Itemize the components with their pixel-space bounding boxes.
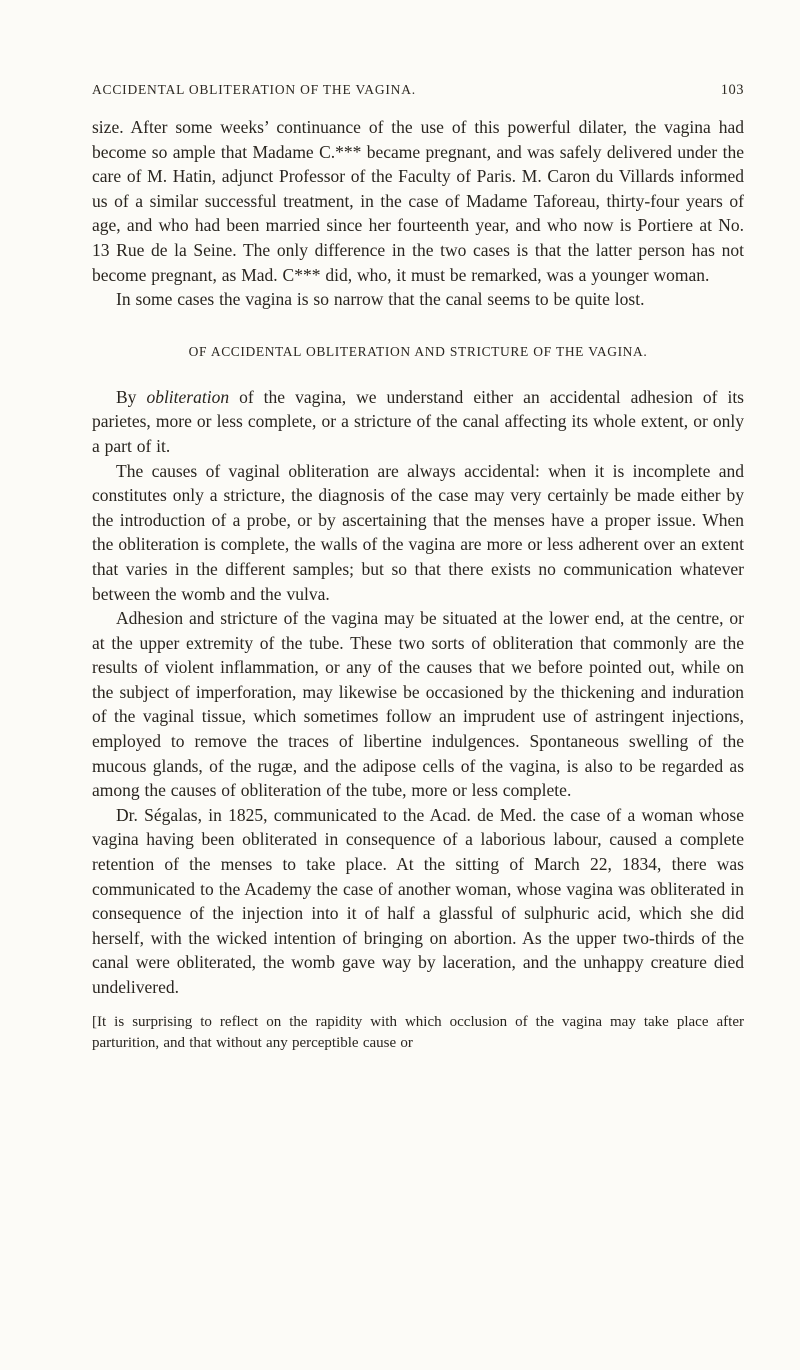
paragraph (92, 459, 744, 607)
body-text: of the vagina, we understand either an accidental adhesion of its parietes, more or less complete, or a stricture of the canal affecting its whole extent, or only a part of it. (92, 386, 744, 456)
body-text: Dr. Ségalas, in 1825, communicated to the Acad. de Med. the case of a woman whose vagina having been obliterated in consequence of a laborious labour, caused a complete retention of the menses to take place. At the sitting of March 22, 1834, there was communicated to the Academy the case of another woman, whose vagina was obliterated in consequence of the injection into it of half a glassful of sulphuric acid, which she did herself, with the wicked intention of bringing on abortion. As the upper two-thirds of the canal were obliterated, the womb gave way by laceration, and the unhappy creature died undelivered. (92, 804, 744, 997)
body-text: size. After some weeks’ continuance of the use of this powerful dilater, the vagina had become so ample that Madame C.*** became pregnant, and was safely delivered under the care of M. Hatin, adjunct Professor of the Faculty of Paris. M. Caron du Villards informed us of a similar successful treatment, in the case of Madame Taforeau, thirty-four years of age, and who had been married since her fourteenth year, and who now is Portiere at No. 13 Rue de la Seine. The only difference in the two cases is that the latter person has not become pregnant, as Mad. C*** did, who, it must be remarked, was a younger woman. (92, 117, 744, 285)
body-text: [It is surprising to reflect on the rapidity with which occlusion of the vagina may take place after parturition, and that without any perceptible cause or (92, 1013, 744, 1052)
text-block (92, 115, 744, 1055)
body-text: By (116, 386, 147, 407)
paragraph (92, 115, 744, 287)
body-text: Adhesion and stricture of the vagina may be situated at the lower end, at the centre, or at the upper extremity of the tube. These two sorts of obliteration that commonly are the results of violent inflammation, or any of the causes that we before pointed out, while on the subject of imperforation, may likewise be occasioned by the thickening and induration of the vaginal tissue, which sometimes follow an imprudent use of astringent injections, employed to remove the traces of libertine indulgences. Spontaneous swelling of the mucous glands, of the rugæ, and the adipose cells of the vagina, is also to be regarded as among the causes of obliteration of the tube, more or less complete. (92, 608, 744, 801)
running-head (92, 82, 744, 99)
page-number: 103 (720, 82, 744, 98)
body-text: OF ACCIDENTAL OBLITERATION AND STRICTURE OF THE VAGINA. (188, 343, 648, 359)
paragraph (92, 606, 744, 803)
footnote (92, 1012, 744, 1055)
paragraph (92, 803, 744, 1000)
italic-text: obliteration (146, 386, 230, 407)
paragraph (92, 385, 744, 459)
section-heading (122, 342, 714, 361)
body-text: The causes of vaginal obliteration are always accidental: when it is incomplete and constitutes only a stricture, the diagnosis of the case may very certainly be made either by the introduction of a probe, or by ascertaining that the menses have a proper issue. When the obliteration is complete, the walls of the vagina are more or less adherent over an extent that varies in the different samples; but so that there exists no communication whatever between the womb and the vulva. (92, 460, 744, 604)
paragraph (92, 287, 744, 312)
running-head-title: ACCIDENTAL OBLITERATION OF THE VAGINA. (92, 82, 416, 97)
body-text: In some cases the vagina is so narrow that the canal seems to be quite lost. (116, 289, 645, 310)
